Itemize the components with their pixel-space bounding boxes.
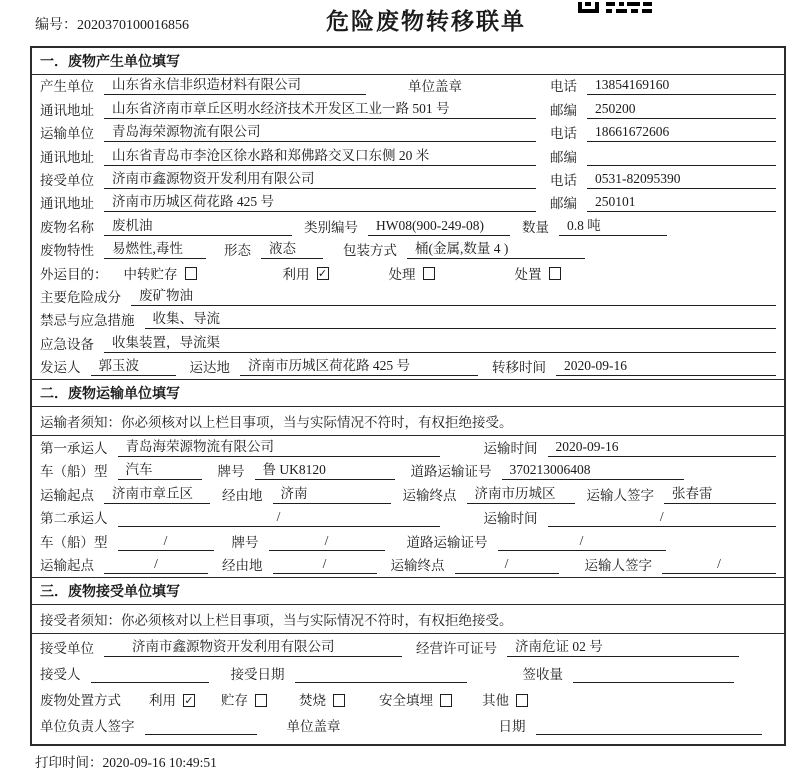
print-time-value: 2020-09-16 10:49:51: [102, 755, 217, 768]
waste-name-row: [32, 215, 784, 238]
terminus-label: 运输终点: [390, 558, 445, 574]
producer-label: 产生单位: [40, 79, 94, 95]
via2-value: /: [273, 556, 377, 574]
transfer-date-value: 2020-09-16: [556, 358, 776, 376]
waste-name-value: 废机油: [104, 214, 292, 236]
checkbox-icon: ✓: [317, 267, 328, 281]
receiver-value: 济南市鑫源物资开发利用有限公司: [104, 167, 536, 189]
producer-zip-value: 250200: [587, 101, 776, 119]
option-label: 中转贮存: [123, 266, 178, 282]
acceptor-row: [32, 660, 784, 686]
unit-seal-label: 单位盖章: [286, 719, 341, 735]
section-transporter: [32, 379, 784, 577]
terminus2-value: /: [455, 556, 559, 574]
transporter-phone-value: 18661672606: [587, 124, 776, 142]
transport-time-label: 运输时间: [483, 440, 538, 456]
form-box: [30, 46, 786, 746]
date-value: [536, 718, 763, 735]
consignor-row: [32, 356, 784, 379]
packing-value: 桶(金属,数量 4 ): [407, 237, 585, 259]
address-label: 通讯地址: [40, 102, 94, 118]
checkbox-icon: [423, 267, 435, 280]
producer-address-value: 山东省济南市章丘区明水经济技术开发区工业一路 501 号: [104, 97, 536, 119]
checkbox-option-other: [482, 689, 528, 709]
vehicle-row: [32, 460, 784, 484]
second-carrier-value: /: [118, 509, 440, 527]
producer-address-row: [32, 98, 784, 121]
equipment-row: [32, 332, 784, 355]
second-carrier-label: 第二承运人: [40, 511, 108, 527]
vehicle-type-label: 车（船）型: [40, 464, 108, 480]
producer-value: 山东省永信非织造材料有限公司: [104, 73, 366, 95]
checkbox-option-utilize: [149, 689, 195, 709]
section-producer: [32, 48, 784, 379]
consignor-value: 郭玉波: [91, 354, 176, 376]
destination-value: 济南市历城区荷花路 425 号: [240, 354, 478, 376]
origin-label: 运输起点: [40, 558, 94, 574]
purpose-label: 外运目的：: [40, 266, 108, 282]
section-receiver-title: 三．废物接受单位填写: [32, 578, 784, 605]
route2-row: [32, 554, 784, 578]
form-value: 液态: [261, 237, 323, 259]
date-label: 日期: [498, 719, 526, 735]
checkbox-option-transfer-storage: [124, 263, 197, 283]
transporter-label: 运输单位: [40, 126, 94, 142]
option-label: 焚烧: [299, 693, 326, 709]
received-amount-label: 签收量: [522, 667, 563, 683]
accepting-unit-label: 接受单位: [40, 641, 94, 657]
accepting-unit-value: 济南市鑫源物资开发利用有限公司: [104, 635, 402, 657]
terminus-value: 济南市历城区: [467, 482, 575, 504]
option-label: 处置: [514, 266, 542, 282]
qr-code-fragment: [578, 0, 652, 11]
quantity-label: 数量: [522, 219, 549, 235]
road-license2-value: /: [498, 533, 666, 551]
vehicle-type-value: 汽车: [118, 458, 202, 480]
zip-label: 邮编: [550, 102, 577, 118]
section-transporter-title: 二．废物运输单位填写: [32, 380, 784, 407]
receiver-zip-value: 250101: [587, 194, 776, 212]
receiver-phone-value: 0531-82095390: [587, 171, 776, 189]
transporter-address-value: 山东省青岛市李沧区徐水路和郑佛路交叉口东侧 20 米: [104, 144, 536, 166]
plate2-value: /: [269, 533, 385, 551]
field-group: [40, 97, 550, 119]
permit-label: 经营许可证号: [416, 641, 497, 657]
carrier-sign-label: 运输人签字: [586, 487, 654, 503]
phone-label: 电话: [550, 126, 577, 142]
destination-label: 运达地: [189, 360, 230, 376]
plate-label: 牌号: [217, 464, 245, 480]
receiver-address-value: 济南市历城区荷花路 425 号: [104, 190, 536, 212]
section-receiver: [32, 577, 784, 738]
via-value: 济南: [273, 482, 391, 504]
checkbox-option-dispose: [515, 263, 561, 283]
received-amount-value: [573, 666, 734, 683]
road-license-value: 370213006408: [502, 462, 684, 480]
waste-name-label: 废物名称: [40, 219, 94, 235]
waste-character-value: 易燃性,毒性: [104, 237, 206, 259]
checkbox-icon: [333, 694, 345, 707]
purpose-row: [32, 262, 784, 285]
option-label: 贮存: [221, 693, 248, 709]
route-row: [32, 483, 784, 507]
checkbox-option-storage: [221, 689, 267, 709]
option-label: 安全填埋: [379, 693, 433, 709]
waste-character-label: 废物特性: [40, 243, 94, 259]
terminus-label: 运输终点: [402, 487, 457, 503]
acceptor-label: 接受人: [40, 667, 81, 683]
carrier-sign-value: 张春雷: [664, 482, 776, 504]
receiver-notice: 接受者须知：你必须核对以上栏目事项，当与实际情况不符时，有权拒绝接受。: [32, 605, 784, 634]
zip-label: 邮编: [550, 196, 577, 212]
print-time-label: 打印时间：: [35, 755, 103, 768]
disposal-method-row: [32, 686, 784, 712]
accept-date-value: [295, 666, 467, 683]
vehicle-type2-value: /: [118, 533, 214, 551]
first-carrier-label: 第一承运人: [40, 440, 108, 456]
taboo-row: [32, 309, 784, 332]
origin2-value: /: [104, 556, 208, 574]
hazard-row: [32, 286, 784, 309]
equipment-value: 收集装置，导流渠: [104, 331, 776, 353]
accept-date-label: 接受日期: [230, 667, 285, 683]
zip-label: 邮编: [550, 149, 577, 165]
origin-label: 运输起点: [40, 487, 94, 503]
via-label: 经由地: [222, 558, 263, 574]
transporter-value: 青岛海荣源物流有限公司: [104, 120, 536, 142]
checkbox-option-treat: [389, 263, 435, 283]
hazard-value: 废矿物油: [131, 284, 776, 306]
head-signature-value: [145, 718, 257, 735]
serial-label: 编号：: [35, 18, 77, 33]
acceptor-value: [91, 666, 209, 683]
road-license-label: 道路运输证号: [406, 534, 488, 550]
checkbox-icon: [255, 694, 267, 707]
unit-seal-label: 单位盖章: [408, 79, 462, 95]
taboo-value: 收集、导流: [145, 307, 777, 329]
transporter-notice: 运输者须知：你必须核对以上栏目事项，当与实际情况不符时，有权拒绝接受。: [32, 407, 784, 436]
transport-time2-value: /: [548, 509, 777, 527]
phone-label: 电话: [550, 172, 577, 188]
checkbox-icon: ✓: [184, 693, 194, 707]
address-label: 通讯地址: [40, 196, 94, 212]
taboo-label: 禁忌与应急措施: [40, 313, 135, 329]
hazard-label: 主要危险成分: [40, 289, 121, 305]
field-group: [40, 73, 550, 95]
permit-value: 济南危证 02 号: [507, 635, 739, 657]
qr-code-icon: [578, 2, 652, 13]
waste-character-row: [32, 239, 784, 262]
receiver-label: 接受单位: [40, 172, 94, 188]
via-label: 经由地: [222, 487, 263, 503]
checkbox-option-landfill: [379, 689, 452, 709]
field-group: [40, 190, 550, 212]
transporter-address-row: [32, 145, 784, 168]
first-carrier-row: [32, 436, 784, 460]
head-signature-label: 单位负责人签字: [40, 719, 135, 735]
transporter-zip-value: [587, 149, 776, 166]
equipment-label: 应急设备: [40, 336, 94, 352]
field-group: [40, 120, 550, 142]
print-time: [35, 751, 217, 768]
checkbox-icon: [440, 694, 452, 707]
head-signature-row: [32, 712, 784, 738]
checkbox-icon: [516, 694, 528, 707]
disposal-method-label: 废物处置方式: [40, 693, 121, 709]
second-carrier-row: [32, 507, 784, 531]
plate-value: 鲁 UK8120: [255, 458, 395, 480]
producer-row: [32, 75, 784, 98]
carrier-sign2-value: /: [662, 556, 776, 574]
form-label: 形态: [224, 243, 251, 259]
phone-label: 电话: [550, 79, 577, 95]
receiver-address-row: [32, 192, 784, 215]
packing-label: 包装方式: [343, 243, 397, 259]
option-label: 处理: [388, 266, 416, 282]
road-license-label: 道路运输证号: [410, 464, 492, 480]
field-group: [40, 167, 550, 189]
address-label: 通讯地址: [40, 149, 94, 165]
checkbox-icon: [549, 267, 561, 280]
section-producer-title: 一．废物产生单位填写: [32, 48, 784, 75]
receiver-row: [32, 169, 784, 192]
checkbox-option-utilize: [283, 263, 329, 283]
first-carrier-value: 青岛海荣源物流有限公司: [118, 435, 440, 457]
vehicle-type-label: 车（船）型: [40, 534, 108, 550]
category-label: 类别编号: [304, 219, 358, 235]
checkbox-option-incinerate: [299, 689, 345, 709]
accepting-unit-row: [32, 634, 784, 660]
origin-value: 济南市章丘区: [104, 482, 210, 504]
option-label: 利用: [282, 266, 310, 282]
serial-value: 2020370100016856: [77, 18, 189, 33]
transport-time-label: 运输时间: [483, 511, 538, 527]
checkbox-icon: [185, 267, 197, 280]
option-label: 利用: [149, 693, 176, 709]
carrier-sign-label: 运输人签字: [584, 558, 652, 574]
category-value: HW08(900-249-08): [368, 218, 510, 236]
consignor-label: 发运人: [40, 360, 81, 376]
producer-phone-value: 13854169160: [587, 77, 776, 95]
transporter-row: [32, 122, 784, 145]
document-title: 危险废物转移联单: [326, 8, 526, 34]
field-group: [40, 144, 550, 166]
plate-label: 牌号: [231, 534, 259, 550]
transport-time-value: 2020-09-16: [548, 439, 777, 457]
quantity-value: 0.8 吨: [559, 214, 667, 236]
transfer-date-label: 转移时间: [492, 360, 546, 376]
vehicle2-row: [32, 530, 784, 554]
option-label: 其他: [482, 693, 509, 709]
